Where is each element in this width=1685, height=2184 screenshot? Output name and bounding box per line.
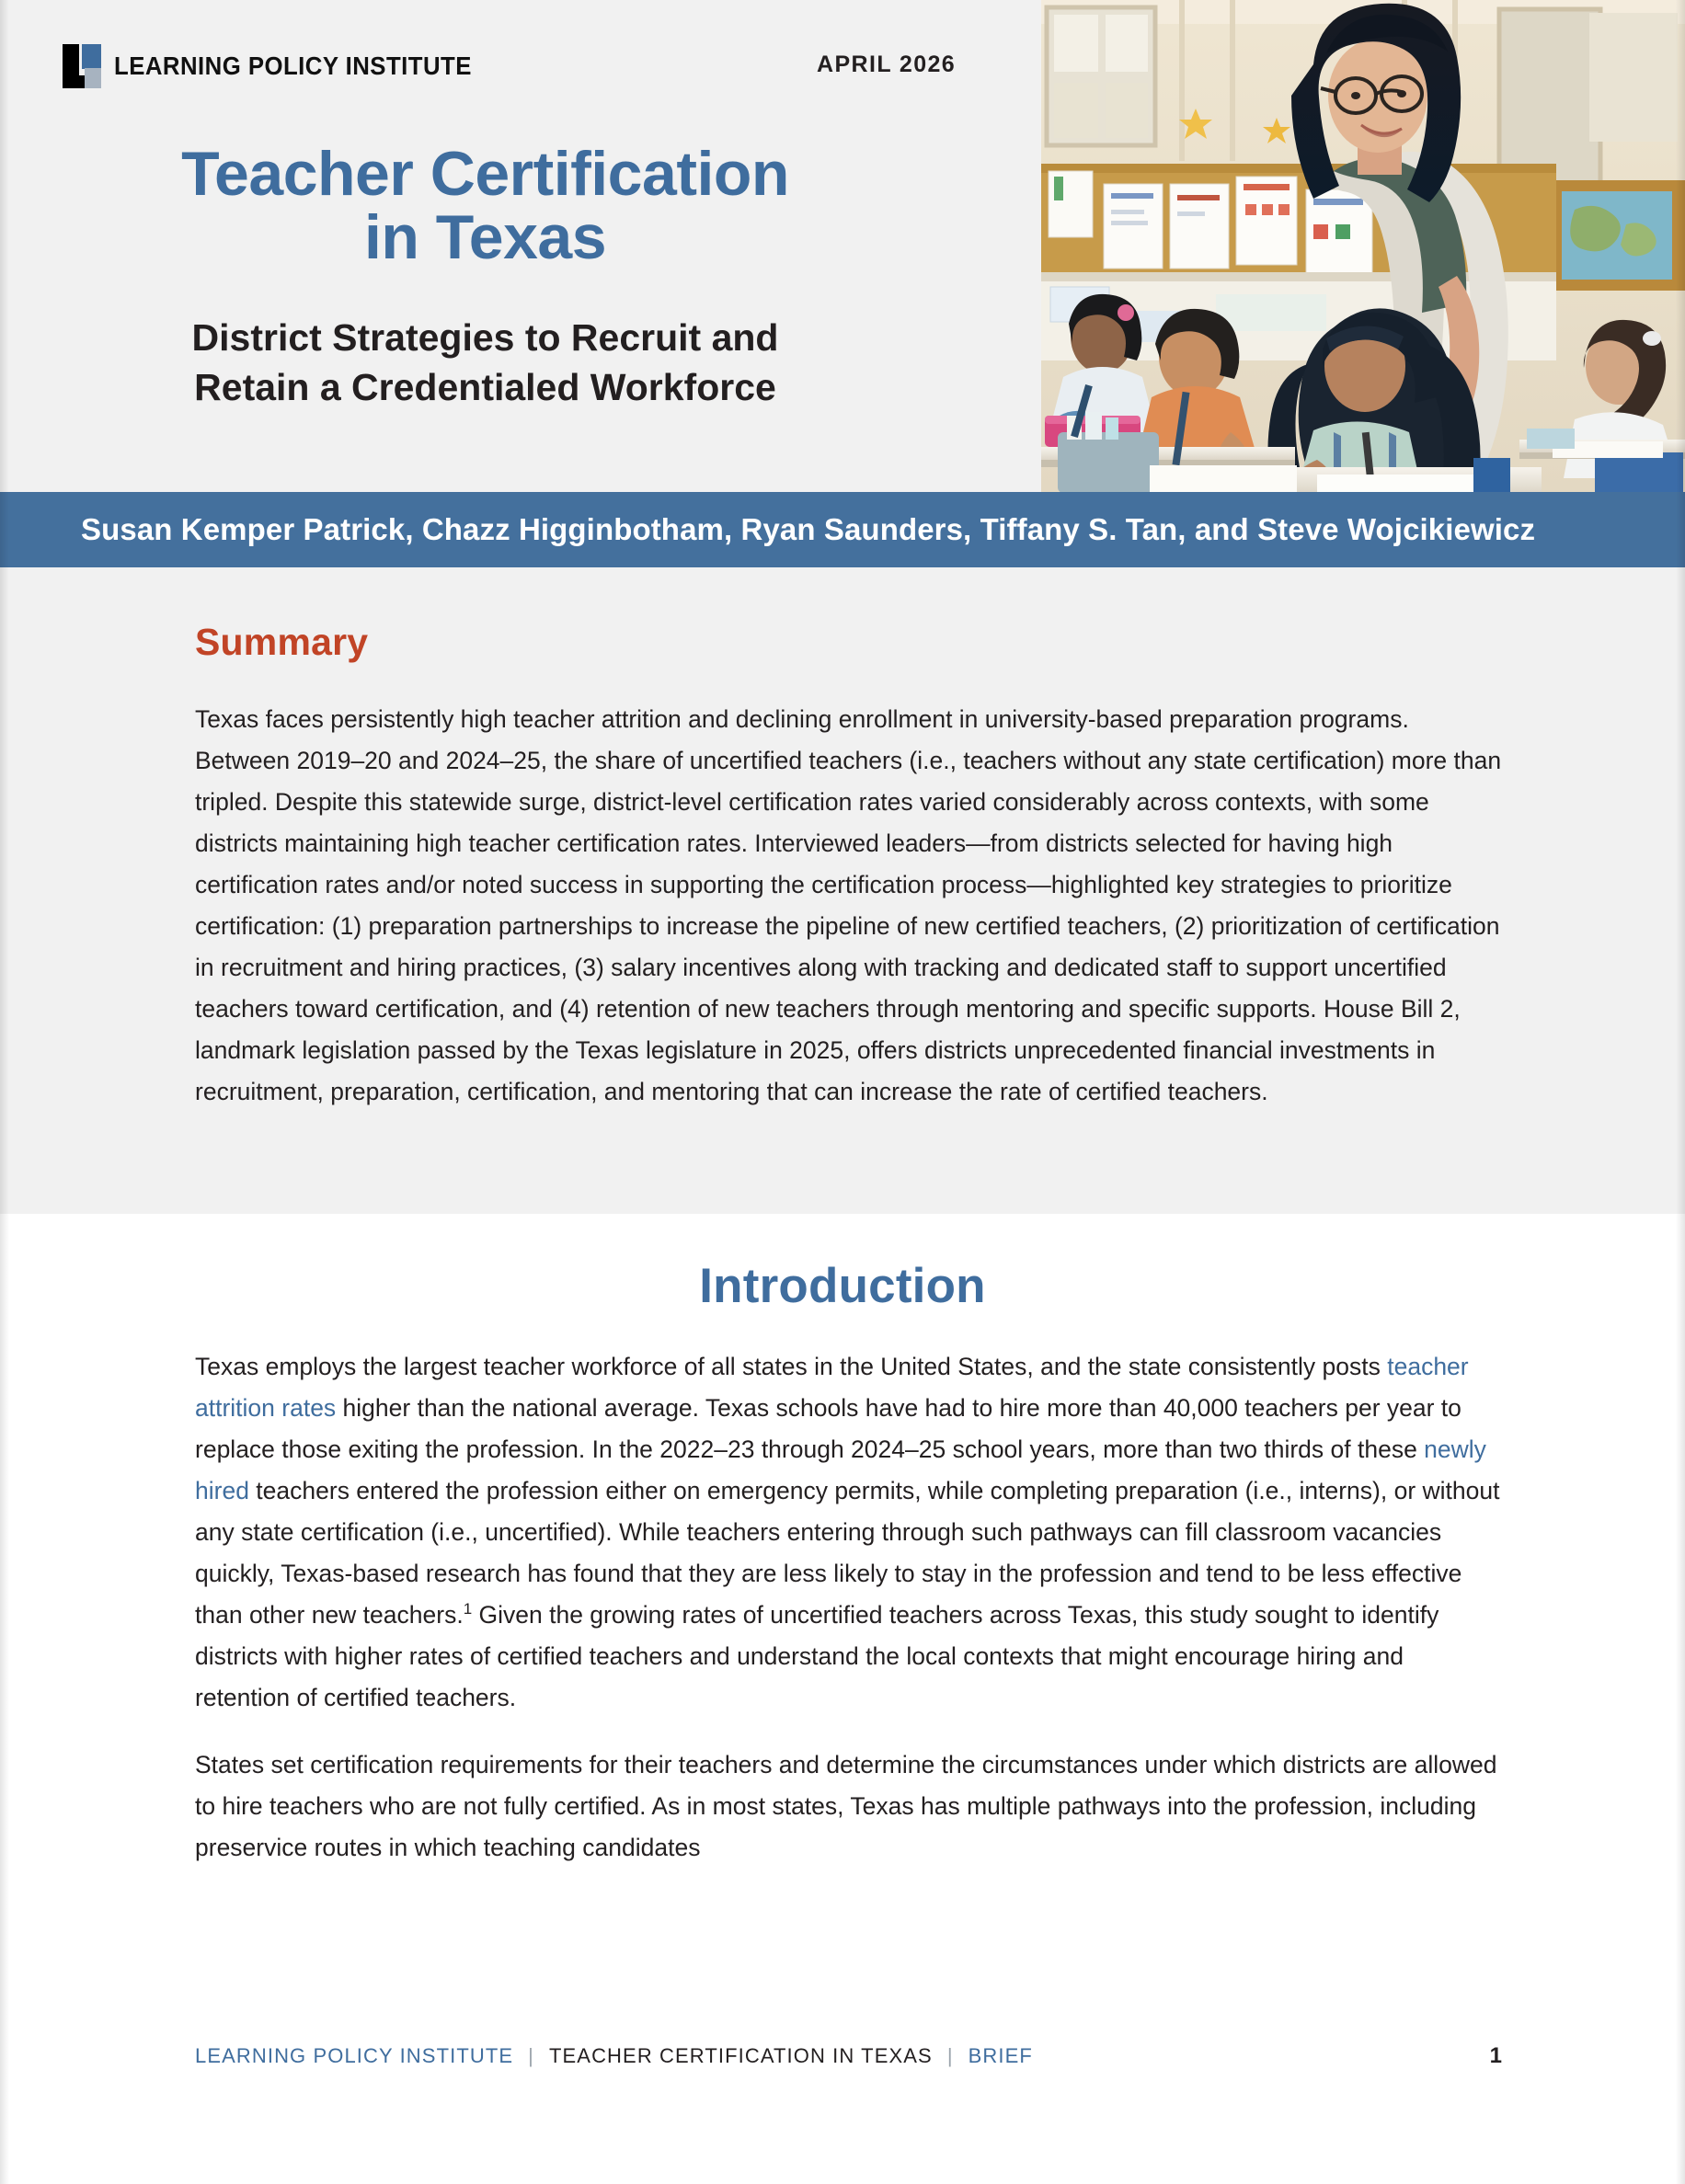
summary-heading: Summary [195,621,369,663]
footnote-marker-1[interactable]: 1 [463,1600,473,1618]
teacher-attrition-rates-link[interactable]: teacher attrition rates [195,1353,1469,1422]
footer-page-number: 1 [1489,2043,1502,2068]
page-subtitle [110,313,860,412]
footer-separator-2: | [946,2044,954,2067]
footer-institute: LEARNING POLICY INSTITUTE [195,2044,514,2067]
page-title-line-2: in Texas [363,202,607,273]
introduction-section [0,1214,1685,1861]
lpi-logo[interactable] [63,44,503,88]
page-subtitle-line-2: Retain a Credentialed Workforce [194,366,776,409]
summary-section [0,567,1685,1214]
intro-p1-part1: Texas employs the largest teacher workforce of all states in the United States, and the state consistently posts [195,1353,1388,1380]
introduction-body [195,1346,1502,1894]
summary-content [195,621,1502,1113]
classroom-photo-illustration [1041,0,1685,492]
lpi-logo-mark-icon [63,44,101,88]
cover-header [0,0,1685,492]
introduction-paragraph-1 [195,1346,1502,1719]
author-bar [0,492,1685,567]
introduction-paragraph-2: States set certification requirements for their teachers and determine the circumstances under which districts are allowed to hire teachers who are not fully certified. As in most states, Texas has multiple pathways into the profession, including preservice routes in which teaching candidates [195,1751,1497,1861]
footer-document-title: TEACHER CERTIFICATION IN TEXAS [548,2044,933,2067]
page-title-line-1: Teacher Certification [181,139,789,209]
page-subtitle-line-1: District Strategies to Recruit and [191,316,779,359]
page-title [110,139,860,273]
newly-hired-link[interactable]: newly hired [195,1435,1486,1504]
intro-p1-part2: higher than the national average. Texas schools have had to hire more than 40,000 teachers per year to replace those exiting the profession. In the 2022–23 through 2024–25 school years, more than two thirds of these [195,1394,1461,1463]
intro-p1-part4: Given the growing rates of uncertified teachers across Texas, this study sought to identify districts with higher rates of certified teachers and understand the local contexts that might encourage hiring and retention of certified teachers. [195,1601,1439,1711]
author-names: Susan Kemper Patrick, Chazz Higginbotham, Ryan Saunders, Tiffany S. Tan, and Steve Wojcikiewicz [81,512,1536,546]
summary-paragraph: Texas faces persistently high teacher attrition and declining enrollment in university-based preparation programs. Between 2019–20 and 2024–25, the share of uncertified teachers (i.e., teachers without any state certification) more than tripled. Despite this statewide surge, district-level certification rates varied considerably across contexts, with some districts maintaining high teacher certification rates. Interviewed leaders—from districts selected for having high certification rates and/or noted success in supporting the certification process—highlighted key strategies to prioritize certification: (1) preparation partnerships to increase the pipeline of new certified teachers, (2) prioritization of certification in recruitment and hiring practices, (3) salary incentives along with tracking and dedicated staff to support uncertified teachers toward certification, and (4) retention of new teachers through mentoring and specific supports. House Bill 2, landmark legislation passed by the Texas legislature in 2025, offers districts unprecedented financial investments in recruitment, preparation, certification, and mentoring that can increase the rate of certified teachers. [195,705,1502,1105]
footer-separator-1: | [528,2044,534,2067]
introduction-heading: Introduction [699,1259,986,1313]
cover-photo [1041,0,1685,492]
intro-p1-part3: teachers entered the profession either on emergency permits, while completing preparation (i.e., interns), or without any state certification (i.e., uncertified). While teachers entering through such pathways can fill classroom vacancies quickly, Texas-based research has found that they are less likely to stay in the profession and tend to be less effective than other new teachers. [195,1477,1500,1629]
issue-date: APRIL 2026 [817,51,957,77]
lpi-logo-text: LEARNING POLICY INSTITUTE [114,51,472,80]
page-footer [195,2043,1502,2069]
footer-document-kind: BRIEF [968,2044,1033,2067]
